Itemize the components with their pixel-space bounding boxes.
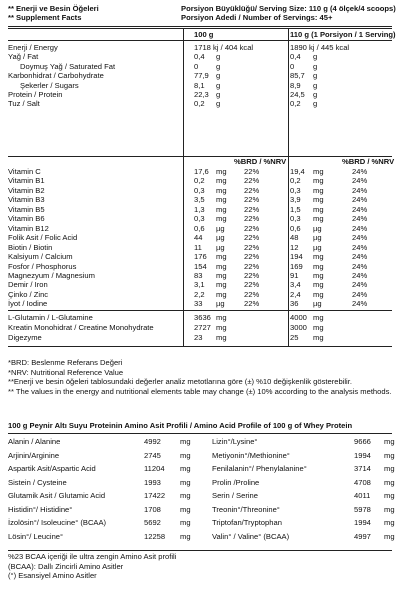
unit-100g: g — [216, 71, 221, 81]
value-100g: 3,1 — [194, 280, 205, 290]
value-100g: 0,2 — [194, 99, 205, 109]
value-100g: 83 — [194, 270, 203, 280]
unit-serving: g — [313, 52, 318, 62]
amino-name: Triptofan/Tryptophan — [212, 518, 282, 527]
value-100g: 17,6 — [194, 167, 209, 176]
amino-unit: mg — [384, 531, 395, 541]
col-header-serving: 110 g (1 Porsiyon / 1 Serving) — [290, 30, 396, 39]
unit-serving: µg — [313, 223, 322, 233]
unit-serving: mg — [313, 185, 324, 195]
amino-value: 4011 — [354, 491, 371, 500]
divider — [8, 40, 392, 41]
energy-row — [8, 52, 392, 61]
divider — [8, 26, 392, 27]
nutrient-name: Fosfor / Phosphorus — [8, 261, 77, 271]
unit-serving: mg — [313, 167, 324, 176]
amino-row — [8, 464, 200, 474]
value-100g: 3636 — [194, 313, 211, 322]
nutrient-name: Vitamin B5 — [8, 204, 45, 214]
nrv-100g: 22% — [244, 167, 260, 176]
value-serving: 12 — [290, 242, 299, 252]
value-100g: 3,5 — [194, 195, 205, 205]
amino-row — [8, 451, 200, 461]
amino-name: Glutamik Asit / Glutamic Acid — [8, 491, 106, 500]
unit-serving: g — [313, 99, 318, 109]
amino-name: Aspartik Asit/Aspartic Acid — [8, 464, 96, 473]
amino-row — [8, 518, 200, 528]
unit-100g: mg — [216, 176, 227, 186]
energy-row — [8, 99, 392, 108]
extra-row — [8, 313, 392, 322]
amino-foot-bcaa: %23 BCAA içeriği ile ultra zengin Amino Asit profili — [8, 552, 177, 561]
unit-100g: mg — [216, 204, 227, 214]
nrv-header-serving: %BRD / %NRV — [342, 157, 395, 166]
amino-name: Serin / Serine — [212, 491, 259, 500]
nrv-serving: 24% — [352, 223, 368, 233]
vitamin-row — [8, 290, 392, 299]
vitamin-row — [8, 243, 392, 252]
amino-row — [8, 478, 200, 488]
value-serving: 24,5 — [290, 90, 305, 99]
nutrient-name: L-Glutamin / L-Glutamine — [8, 313, 93, 322]
unit-100g: µg — [216, 223, 225, 233]
value-100g: 0,3 — [194, 185, 205, 195]
value-serving: 194 — [290, 252, 303, 262]
amino-row — [212, 505, 400, 515]
nrv-serving: 24% — [352, 299, 368, 309]
unit-100g: g — [216, 52, 221, 62]
header-title-tr: ** Enerji ve Besin Öğeleri — [8, 4, 99, 13]
vitamin-row — [8, 176, 392, 185]
unit-serving: mg — [313, 280, 324, 290]
nutrient-name: Digezyme — [8, 333, 42, 342]
amino-value: 3714 — [354, 464, 371, 473]
amino-row — [8, 437, 200, 447]
amino-unit: mg — [384, 518, 395, 527]
unit-serving: µg — [313, 233, 322, 243]
value-serving: 3,9 — [290, 195, 301, 205]
amino-value: 2745 — [144, 450, 161, 460]
value-100g: 0 — [194, 61, 199, 71]
amino-unit: mg — [384, 464, 395, 473]
nutrient-name: Doymuş Yağ / Saturated Fat — [20, 61, 116, 71]
nrv-100g: 22% — [244, 299, 260, 309]
divider — [8, 550, 392, 551]
value-serving: 0,6 — [290, 223, 301, 233]
nrv-100g: 22% — [244, 214, 260, 224]
amino-row — [212, 491, 400, 501]
nrv-100g: 22% — [244, 195, 260, 205]
amino-unit: mg — [384, 477, 395, 487]
amino-row — [8, 491, 200, 501]
value-serving: 25 — [290, 333, 299, 342]
value-serving: 19,4 — [290, 167, 305, 176]
nutrient-name: Yağ / Fat — [8, 52, 39, 62]
amino-unit: mg — [384, 504, 395, 514]
amino-row — [8, 532, 200, 542]
unit-serving: mg — [313, 289, 324, 299]
amino-name: Histidin°/ Histidine° — [8, 504, 73, 514]
nutrient-name: Biotin / Biotin — [8, 242, 53, 252]
amino-row — [212, 437, 400, 447]
value-100g: 176 — [194, 252, 207, 262]
nrv-header-100g: %BRD / %NRV — [234, 157, 287, 166]
amino-row — [212, 478, 400, 488]
value-serving: 8,9 — [290, 80, 301, 90]
vitamin-row — [8, 186, 392, 195]
amino-unit: mg — [180, 531, 191, 541]
note-brd: *BRD: Beslenme Referans Değeri — [8, 358, 123, 367]
header-left — [8, 4, 99, 22]
unit-100g: g — [216, 80, 221, 90]
nrv-serving: 24% — [352, 185, 368, 195]
vitamin-row — [8, 262, 392, 271]
nutrient-name: Kreatin Monohidrat / Creatine Monohydrate — [8, 323, 154, 332]
nutrient-name: Demir / Iron — [8, 280, 48, 290]
nutrient-name: Vitamin B6 — [8, 214, 45, 224]
nrv-100g: 22% — [244, 233, 260, 243]
note-variance-tr: **Enerji ve besin öğeleri tablosundaki değerler analiz metotlarına göre (±) %10 değişkenlik gösterebilir. — [8, 377, 352, 387]
nutrient-name: Vitamin B1 — [8, 176, 45, 186]
amino-name: Fenilalanin°/ Phenylalanine° — [212, 464, 307, 473]
vitamin-row — [8, 224, 392, 233]
nrv-100g: 22% — [244, 252, 260, 262]
vitamin-row — [8, 252, 392, 261]
amino-unit: mg — [384, 450, 395, 460]
nutrient-name: Vitamin B3 — [8, 195, 45, 205]
amino-unit: mg — [180, 491, 191, 500]
unit-serving: g — [313, 71, 318, 81]
header-right — [181, 4, 396, 22]
value-100g: 0,4 — [194, 52, 205, 62]
amino-value: 17422 — [144, 491, 166, 500]
note-variance-en: ** The values in the energy and nutritional elements table may change (±) 10% according to the analysis methods. — [8, 386, 392, 396]
value-serving: 1,5 — [290, 204, 301, 214]
amino-name: Metiyonin°/Methionine° — [212, 450, 290, 460]
unit-100g: mg — [216, 323, 227, 332]
vitamin-row — [8, 167, 392, 176]
amino-unit: mg — [180, 518, 191, 527]
value-serving: 3000 — [290, 323, 307, 332]
amino-value: 9666 — [354, 437, 371, 446]
value-100g: 22,3 — [194, 90, 209, 99]
value-serving: 0 — [290, 61, 295, 71]
amino-unit: mg — [384, 491, 395, 500]
divider — [8, 28, 392, 29]
nutrient-name: İyot / Iodine — [8, 299, 48, 309]
nutrient-name: Vitamin C — [8, 167, 41, 176]
unit-serving: µg — [313, 299, 322, 309]
nutrient-name: Folik Asit / Folic Acid — [8, 233, 78, 243]
nutrient-name: Vitamin B12 — [8, 223, 49, 233]
nrv-100g: 22% — [244, 261, 260, 271]
value-serving: 1890 kj / 445 kcal — [290, 43, 350, 52]
unit-100g: mg — [216, 280, 227, 290]
facts-header — [8, 4, 396, 24]
amino-value: 1993 — [144, 477, 161, 487]
nrv-serving: 24% — [352, 167, 368, 176]
unit-100g: mg — [216, 195, 227, 205]
extra-row — [8, 333, 392, 342]
nrv-serving: 24% — [352, 233, 368, 243]
energy-row — [8, 71, 392, 80]
amino-row — [212, 532, 400, 542]
nutrient-name: Enerji / Energy — [8, 43, 58, 52]
unit-100g: mg — [216, 167, 227, 176]
unit-serving: mg — [313, 333, 324, 342]
amino-name: Treonin°/Threonine° — [212, 504, 280, 514]
amino-value: 4997 — [354, 531, 371, 541]
value-serving: 0,3 — [290, 185, 301, 195]
amino-profile-title: 100 g Peynir Altı Suyu Proteinin Amino Asit Profili / Amino Acid Profile of 100 g of Whey Protein — [8, 421, 353, 430]
amino-unit: mg — [384, 437, 395, 446]
nrv-serving: 24% — [352, 176, 368, 186]
amino-unit: mg — [180, 504, 191, 514]
unit-100g: mg — [216, 313, 227, 322]
unit-100g: mg — [216, 289, 227, 299]
value-serving: 2,4 — [290, 289, 301, 299]
servings-count: Porsiyon Adedi / Number of Servings: 45+ — [181, 13, 333, 22]
unit-100g: µg — [216, 242, 225, 252]
unit-serving: mg — [313, 270, 324, 280]
vitamin-row — [8, 195, 392, 204]
value-100g: 1718 kj / 404 kcal — [194, 43, 254, 52]
value-100g: 2727 — [194, 323, 211, 332]
nrv-serving: 24% — [352, 214, 368, 224]
energy-row — [8, 62, 392, 71]
nrv-serving: 24% — [352, 270, 368, 280]
unit-serving: mg — [313, 252, 324, 262]
header-title-en: ** Supplement Facts — [8, 13, 82, 22]
nrv-serving: 24% — [352, 195, 368, 205]
amino-value: 1708 — [144, 504, 161, 514]
amino-value: 11204 — [144, 464, 165, 473]
amino-foot-bcaa-def: (BCAA): Dallı Zincirli Amino Asitler — [8, 561, 124, 571]
nutrient-name: Şekerler / Sugars — [20, 80, 79, 90]
divider — [8, 433, 392, 434]
nrv-100g: 22% — [244, 242, 260, 252]
unit-100g: µg — [216, 299, 225, 309]
unit-100g: mg — [216, 214, 227, 224]
footnotes — [8, 358, 392, 396]
divider — [8, 346, 392, 347]
amino-foot-essential: (°) Esansiyel Amino Asitler — [8, 571, 97, 581]
value-100g: 11 — [194, 242, 202, 252]
value-serving: 91 — [290, 270, 299, 280]
value-serving: 0,4 — [290, 52, 301, 62]
amino-name: Valin° / Valine° (BCAA) — [212, 531, 290, 541]
unit-serving: µg — [313, 242, 322, 252]
amino-row — [212, 451, 400, 461]
value-serving: 169 — [290, 261, 303, 271]
nutrient-name: Protein / Protein — [8, 90, 63, 99]
unit-100g: mg — [216, 333, 227, 342]
unit-serving: mg — [313, 261, 324, 271]
amino-unit: mg — [180, 477, 191, 487]
nrv-serving: 24% — [352, 289, 368, 299]
amino-row — [212, 518, 400, 528]
vitamin-row — [8, 299, 392, 308]
value-serving: 0,2 — [290, 176, 301, 186]
unit-100g: g — [216, 61, 221, 71]
energy-row — [8, 43, 392, 52]
amino-row — [212, 464, 400, 474]
nrv-100g: 22% — [244, 270, 260, 280]
unit-100g: µg — [216, 233, 225, 243]
amino-name: Lösin°/ Leucine° — [8, 531, 64, 541]
value-100g: 154 — [194, 261, 207, 271]
vitamin-row — [8, 280, 392, 289]
value-serving: 48 — [290, 233, 299, 243]
amino-name: İzolösin°/ Isoleucine° (BCAA) — [8, 518, 107, 527]
value-serving: 4000 — [290, 313, 307, 322]
amino-name: Sistein / Cysteine — [8, 477, 67, 487]
nrv-100g: 22% — [244, 280, 260, 290]
nrv-serving: 24% — [352, 242, 368, 252]
extra-row — [8, 323, 392, 332]
vitamin-row — [8, 205, 392, 214]
unit-100g: g — [216, 99, 221, 109]
nutrient-name: Tuz / Salt — [8, 99, 40, 109]
amino-unit: mg — [180, 437, 191, 446]
nutrient-name: Vitamin B2 — [8, 185, 45, 195]
energy-row — [8, 90, 392, 99]
amino-row — [8, 505, 200, 515]
vitamin-row — [8, 271, 392, 280]
amino-footnotes — [8, 552, 176, 581]
nrv-serving: 24% — [352, 204, 368, 214]
value-100g: 77,9 — [194, 71, 209, 81]
value-100g: 23 — [194, 333, 203, 342]
nutrient-name: Çinko / Zinc — [8, 289, 49, 299]
unit-100g: g — [216, 90, 221, 99]
unit-serving: mg — [313, 204, 324, 214]
nutrient-name: Karbonhidrat / Carbohydrate — [8, 71, 104, 81]
value-100g: 1,3 — [194, 204, 205, 214]
nrv-100g: 22% — [244, 185, 260, 195]
value-serving: 0,2 — [290, 99, 301, 109]
value-serving: 85,7 — [290, 71, 305, 81]
unit-serving: mg — [313, 176, 324, 186]
value-100g: 8,1 — [194, 80, 205, 90]
unit-serving: mg — [313, 313, 324, 322]
amino-value: 4708 — [354, 477, 371, 487]
unit-serving: mg — [313, 195, 324, 205]
unit-serving: g — [313, 90, 318, 99]
vitamin-row — [8, 214, 392, 223]
unit-100g: mg — [216, 270, 227, 280]
serving-size: Porsiyon Büyüklüğü/ Serving Size: 110 g (4 ölçek/4 scoops) — [181, 4, 396, 13]
unit-100g: mg — [216, 185, 227, 195]
unit-100g: mg — [216, 261, 227, 271]
note-nrv: *NRV: Nutritional Reference Value — [8, 367, 124, 377]
amino-value: 4992 — [144, 437, 161, 446]
value-100g: 2,2 — [194, 289, 205, 299]
value-100g: 0,6 — [194, 223, 205, 233]
nutrient-name: Kalsiyum / Calcium — [8, 252, 73, 262]
value-serving: 36 — [290, 299, 299, 309]
unit-serving: mg — [313, 323, 324, 332]
amino-name: Lizin°/Lysine° — [212, 437, 258, 446]
amino-unit: mg — [180, 450, 191, 460]
amino-value: 12258 — [144, 531, 166, 541]
amino-value: 5692 — [144, 518, 161, 527]
nrv-100g: 22% — [244, 176, 260, 186]
nrv-100g: 22% — [244, 204, 260, 214]
nrv-100g: 22% — [244, 223, 260, 233]
nrv-100g: 22% — [244, 289, 260, 299]
value-100g: 33 — [194, 299, 203, 309]
amino-name: Alanin / Alanine — [8, 437, 61, 446]
amino-value: 5978 — [354, 504, 371, 514]
col-header-100g: 100 g — [194, 30, 214, 39]
nrv-serving: 24% — [352, 261, 368, 271]
divider — [8, 156, 392, 157]
divider — [8, 310, 392, 311]
amino-unit: mg — [180, 464, 191, 473]
amino-name: Arjinin/Arginine — [8, 450, 60, 460]
value-100g: 0,3 — [194, 214, 205, 224]
amino-name: Prolin /Proline — [212, 477, 260, 487]
unit-100g: mg — [216, 252, 227, 262]
value-100g: 0,2 — [194, 176, 205, 186]
value-serving: 0,3 — [290, 214, 301, 224]
energy-row — [8, 81, 392, 90]
value-serving: 3,4 — [290, 280, 301, 290]
nrv-serving: 24% — [352, 252, 368, 262]
amino-value: 1994 — [354, 518, 371, 527]
value-100g: 44 — [194, 233, 203, 243]
nutrient-name: Magnezyum / Magnesium — [8, 270, 95, 280]
unit-serving: g — [313, 61, 318, 71]
amino-value: 1994 — [354, 450, 371, 460]
unit-serving: g — [313, 80, 318, 90]
nrv-serving: 24% — [352, 280, 368, 290]
unit-serving: mg — [313, 214, 324, 224]
vitamin-row — [8, 233, 392, 242]
